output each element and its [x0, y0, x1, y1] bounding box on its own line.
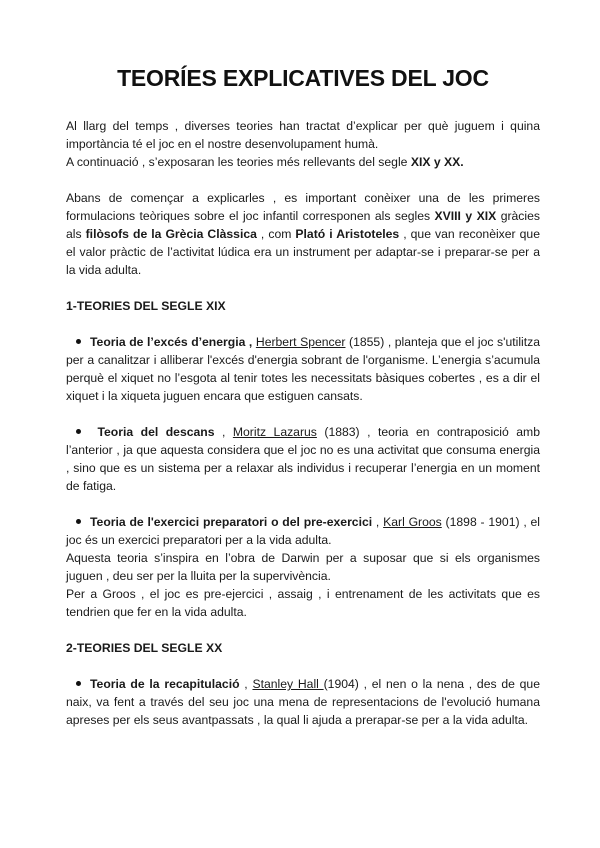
intro-paragraph-1	[66, 117, 540, 171]
list-item	[66, 333, 540, 405]
theory-text: (1898 - 1901) , el joc és un exercici preparatori per a la vida adulta.	[66, 515, 540, 547]
theory-name: Teoria de la recapitulació	[90, 677, 240, 691]
author-link[interactable]: Moritz Lazarus	[232, 425, 317, 439]
section-heading: 2-TEORIES DEL SEGLE XX	[66, 641, 223, 655]
intro-bold: XVIII y XIX	[434, 209, 497, 223]
bullet-icon	[76, 681, 81, 686]
intro-bold: Plató i Aristoteles	[295, 227, 400, 241]
intro-text: A continuació , s’exposaran les teories més rellevants del segle	[66, 155, 411, 169]
intro-text: Al llarg del temps , diverses teories han tractat d’explicar per què juguem i quina importància té el joc en el nostre desenvolupament humà.	[66, 119, 540, 151]
theory-name: Teoria de l’excés d’energia ,	[90, 335, 253, 349]
bullet-icon	[76, 339, 81, 344]
intro-text: , com	[256, 227, 296, 241]
list-item: Teoria del descans , Moritz Lazarus (1883) , teoria en contraposició amb l’anterior , ja que aquesta considera que el joc no es una activitat que consuma energia , sino que es un sistema per a relaxar als individus i recuperar l’energia en un moment de fatiga.	[66, 425, 540, 493]
intro-text: Abans de començar a explicarles , es important conèixer una de les primeres formulacions teòriques sobre el joc infantil corresponen als segles	[66, 191, 540, 223]
section-heading: 1-TEORIES DEL SEGLE XIX	[66, 299, 226, 313]
theory-text: Per a Groos , el joc es pre-ejercici , assaig , i entrenament de les activitats que es tendrien que fer en la vida adulta.	[66, 587, 540, 619]
theory-text: (1855) , planteja que el joc s'utilitza per a canalitzar i alliberar l'excés d'energia sobrant de l'organisme. L’energia s’acumula perquè el xiquet no l’esgota al tenir totes les necessitats bàsiques cobertes , es a dir el xiquet i la xiqueta juguen encara que estiguen cansats.	[66, 335, 541, 403]
theory-text: (1904) , el nen o la nena , des de que naix, va fent a través del seu joc una mena de representacions de l'evolució humana apreses per els seus avantpassats , la qual li ajuda a prerapar-se per a la vida adulta.	[66, 677, 540, 727]
bullet-icon	[76, 519, 81, 524]
intro-paragraph-2	[66, 189, 540, 279]
theory-text: (1883) , teoria en contraposició amb l’anterior , ja que aquesta considera que el joc no es una activitat que consuma energia , sino que es un sistema per a relaxar als individus i recuperar l’energia en un moment de fatiga.	[66, 425, 540, 493]
author-link[interactable]: Herbert Spencer	[255, 335, 346, 349]
theory-text: Aquesta teoria s’inspira en l’obra de Darwin per a suposar que si els organismes juguen , deu ser per la lluita per la supervivència.	[66, 551, 540, 583]
author-link[interactable]: Karl Groos	[383, 515, 442, 529]
theory-name: Teoria del descans	[97, 425, 215, 439]
page-title: TEORÍES EXPLICATIVES DEL JOC	[117, 65, 489, 91]
document-body	[66, 117, 540, 729]
intro-bold: XIX y XX.	[410, 155, 464, 169]
author-link[interactable]: Stanley Hall	[252, 677, 324, 691]
intro-bold: filòsofs de la Grècia Clàssica	[85, 227, 257, 241]
bullet-icon	[76, 429, 81, 434]
intro-text: gràcies als	[66, 209, 540, 241]
theory-name: Teoria de l'exercici preparatori o del pre-exercici	[90, 515, 373, 529]
intro-text: , que van reconèixer que el valor pràctic de l’activitat lúdica era un instrument per adaptar-se i preparar-se per a la vida adulta.	[66, 227, 540, 277]
list-item: Teoria de l'exercici preparatori o del pre-exercici , Karl Groos (1898 - 1901) , el joc és un exercici preparatori per a la vida adulta. Aquesta teoria s’inspira en l’obra de Darwin per a suposar que si els organismes juguen , deu ser per la lluita per la supervivència. Per a Groos , el joc es pre-ejercici , assaig , i entrenament de les activitats que es tendrien que fer en la vida adulta.	[66, 515, 540, 619]
list-item: Teoria de la recapitulació , Stanley Hall (1904) , el nen o la nena , des de que naix, va fent a través del seu joc una mena de representacions de l'evolució humana apreses per els seus avantpassats , la qual li ajuda a prerapar-se per a la vida adulta.	[66, 677, 540, 727]
